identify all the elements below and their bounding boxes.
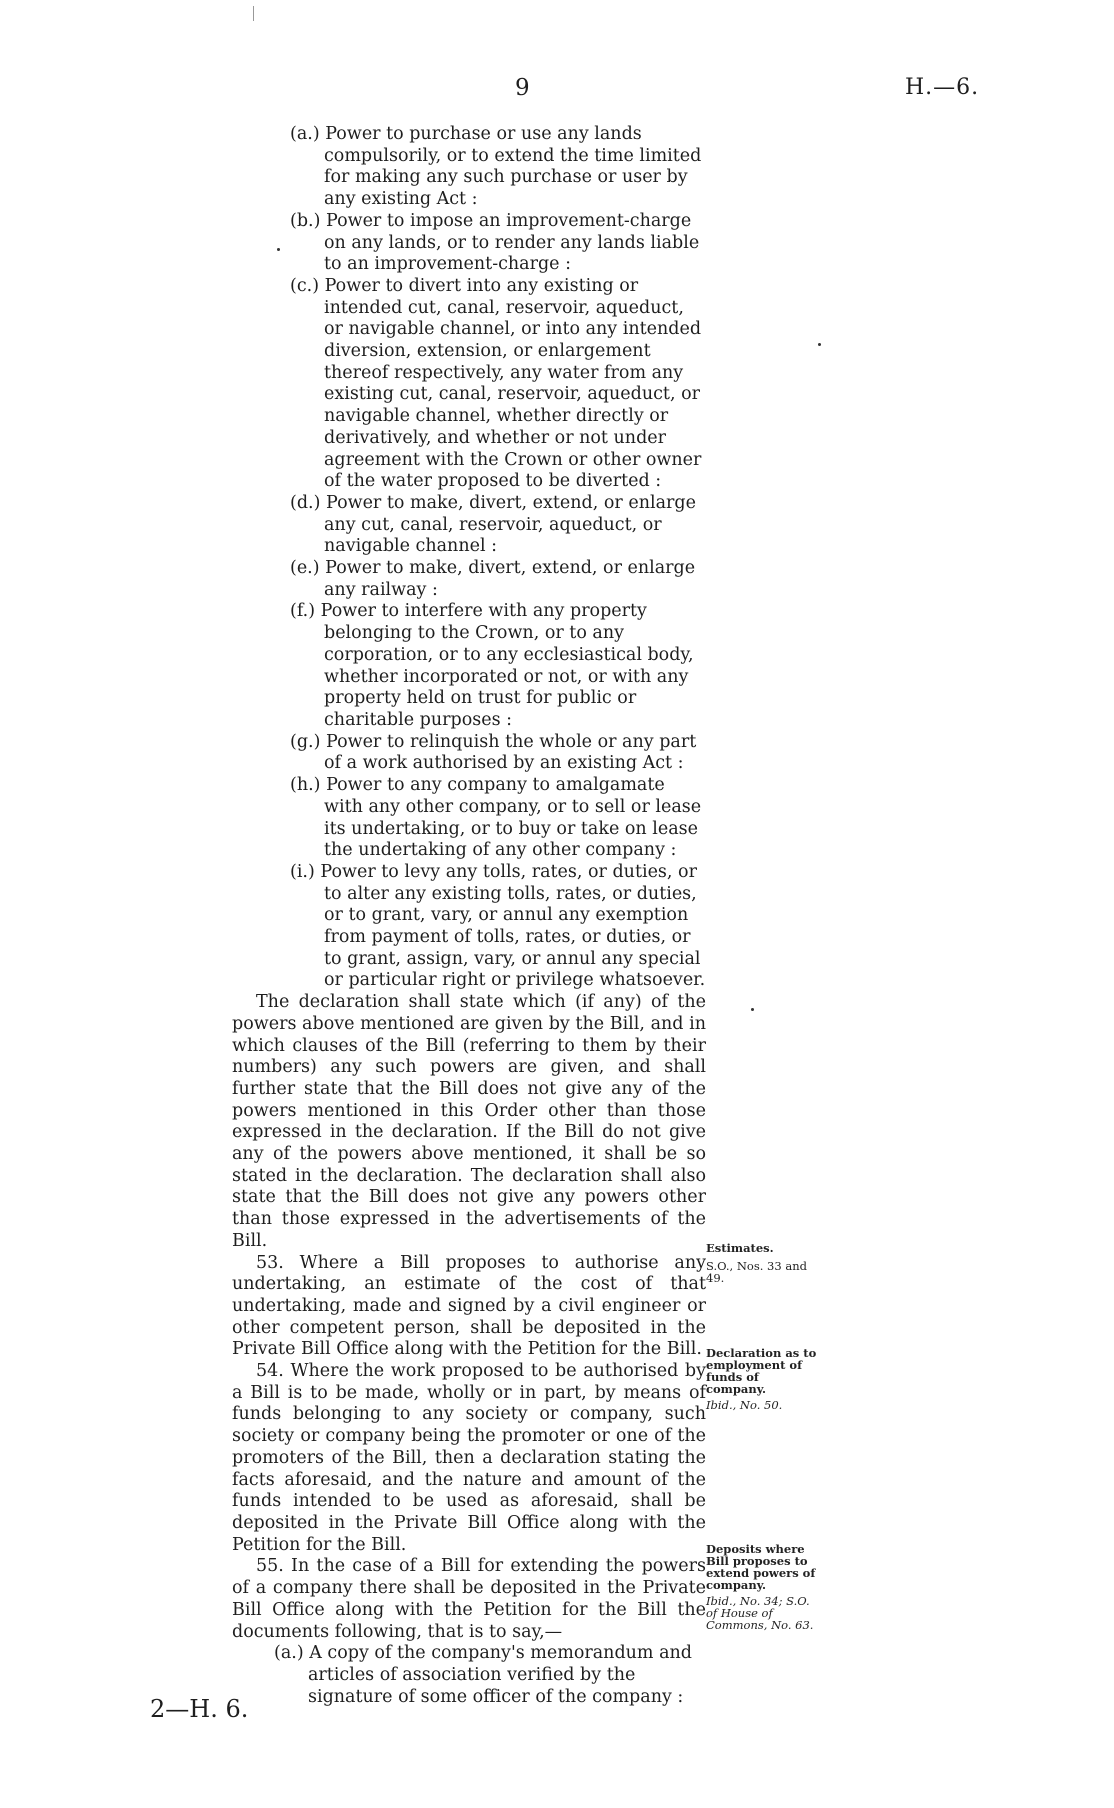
item-text: Power to make, divert, extend, or enlarge any railway : xyxy=(324,558,696,600)
item-label: (a.) xyxy=(274,1643,304,1664)
item-label: (d.) xyxy=(290,492,321,513)
section-55: 55. In the case of a Bill for extending the powers of a company there shall be deposited in the Private Bill Office along with the Petition for the Bill the documents following, that is to say,— xyxy=(232,1556,706,1642)
marginal-heading: Declaration as to employment of funds of company. xyxy=(706,1346,817,1396)
item-label: (g.) xyxy=(290,731,321,752)
item-label: (b.) xyxy=(290,210,321,231)
marginal-reference: Ibid., No. 50. xyxy=(706,1398,783,1412)
item-label: (i.) xyxy=(290,861,315,882)
item-text: Power to interfere with any property belonging to the Crown, or to any corporation, or to any ecclesiastical body, whether incorporated or not, or with any property held on trust for public or charitable purposes : xyxy=(320,601,694,730)
list-item xyxy=(232,124,706,211)
item-label: (h.) xyxy=(290,775,321,796)
marginal-note-54 xyxy=(706,1347,818,1411)
item-text: Power to make, divert, extend, or enlarge any cut, canal, reservoir, aqueduct, or navigable channel : xyxy=(324,492,696,557)
section-53: 53. Where a Bill proposes to authorise any undertaking, an estimate of the cost of that undertaking, made and signed by a civil engineer or other competent person, shall be deposited in the Private Bill Office along with the Petition for the Bill. xyxy=(232,1252,706,1360)
list-item xyxy=(232,211,706,276)
item-label: (c.) xyxy=(290,275,320,296)
marginal-heading: Estimates. xyxy=(706,1241,774,1255)
margin-speck xyxy=(751,1008,754,1011)
item-text: Power to levy any tolls, rates, or duties, or to alter any existing tolls, rates, or duties, or to grant, vary, or annul any exemption from payment of tolls, rates, or duties, or to grant, assign, vary, or annul any special or particular right or privilege whatsoever. xyxy=(320,861,706,991)
marginal-note-55 xyxy=(706,1543,818,1631)
list-item xyxy=(232,1643,706,1708)
marginal-reference: Ibid., No. 34; S.O. of House of Commons, No. 63. xyxy=(706,1594,814,1632)
item-text: Power to purchase or use any lands compulsorily, or to extend the time limited for making any such purchase or user by any existing Act : xyxy=(324,124,702,210)
item-text: Power to divert into any existing or intended cut, canal, reservoir, aqueduct, or navigable channel, or into any intended diversion, extension, or enlargement thereof respectively, any water from any existing cut, canal, reservoir, aqueduct, or navigable channel, whether directly or derivatively, and whether or not under agreement with the Crown or other owner of the water proposed to be diverted : xyxy=(324,275,702,492)
list-item xyxy=(232,558,706,601)
margin-speck xyxy=(818,343,821,346)
list-item xyxy=(232,732,706,775)
powers-list xyxy=(232,124,706,992)
item-text: Power to impose an improvement-charge on any lands, or to render any lands liable to an improvement-charge : xyxy=(324,210,700,275)
list-item xyxy=(232,775,706,862)
page-number: 9 xyxy=(515,75,530,101)
list-item xyxy=(232,862,706,992)
item-text: A copy of the company's memorandum and articles of association verified by the signature of some officer of the company : xyxy=(308,1643,692,1707)
page-body xyxy=(232,124,706,1708)
section-54: 54. Where the work proposed to be authorised by a Bill is to be made, wholly or in part, by means of funds belonging to any society or company, such society or company being the promoter or one of the promoters of the Bill, then a declaration stating the facts aforesaid, and the nature and amount of the funds intended to be used as aforesaid, shall be deposited in the Private Bill Office along with the Petition for the Bill. xyxy=(232,1361,706,1555)
item-label: (a.) xyxy=(290,124,320,144)
top-edge-mark xyxy=(253,6,254,21)
list-item xyxy=(232,601,706,731)
marginal-note-53 xyxy=(706,1242,818,1284)
signature-mark: 2—H. 6. xyxy=(150,1695,249,1723)
item-text: Power to relinquish the whole or any part of a work authorised by an existing Act : xyxy=(324,731,697,774)
declaration-paragraph: The declaration shall state which (if any) of the powers above mentioned are given by the Bill, and in which clauses of the Bill (referring to them by their numbers) any such powers are given, and shall further state that the Bill does not give any of the powers mentioned in this Order other than those expressed in the declaration. If the Bill do not give any of the powers above mentioned, it shall be so stated in the declaration. The declaration shall also state that the Bill does not give any powers other than those expressed in the advertisements of the Bill. xyxy=(232,992,706,1251)
item-text: Power to any company to amalgamate with any other company, or to sell or lease its undertaking, or to buy or take on lease the undertaking of any other company : xyxy=(324,775,702,861)
marginal-reference: S.O., Nos. 33 and 49. xyxy=(706,1259,807,1285)
item-label: (e.) xyxy=(290,558,320,579)
list-item xyxy=(232,276,706,493)
item-label: (f.) xyxy=(290,601,316,622)
list-item xyxy=(232,493,706,558)
series-code: H.—6. xyxy=(905,75,980,100)
marginal-heading: Deposits where Bill proposes to extend powers of company. xyxy=(706,1542,816,1592)
